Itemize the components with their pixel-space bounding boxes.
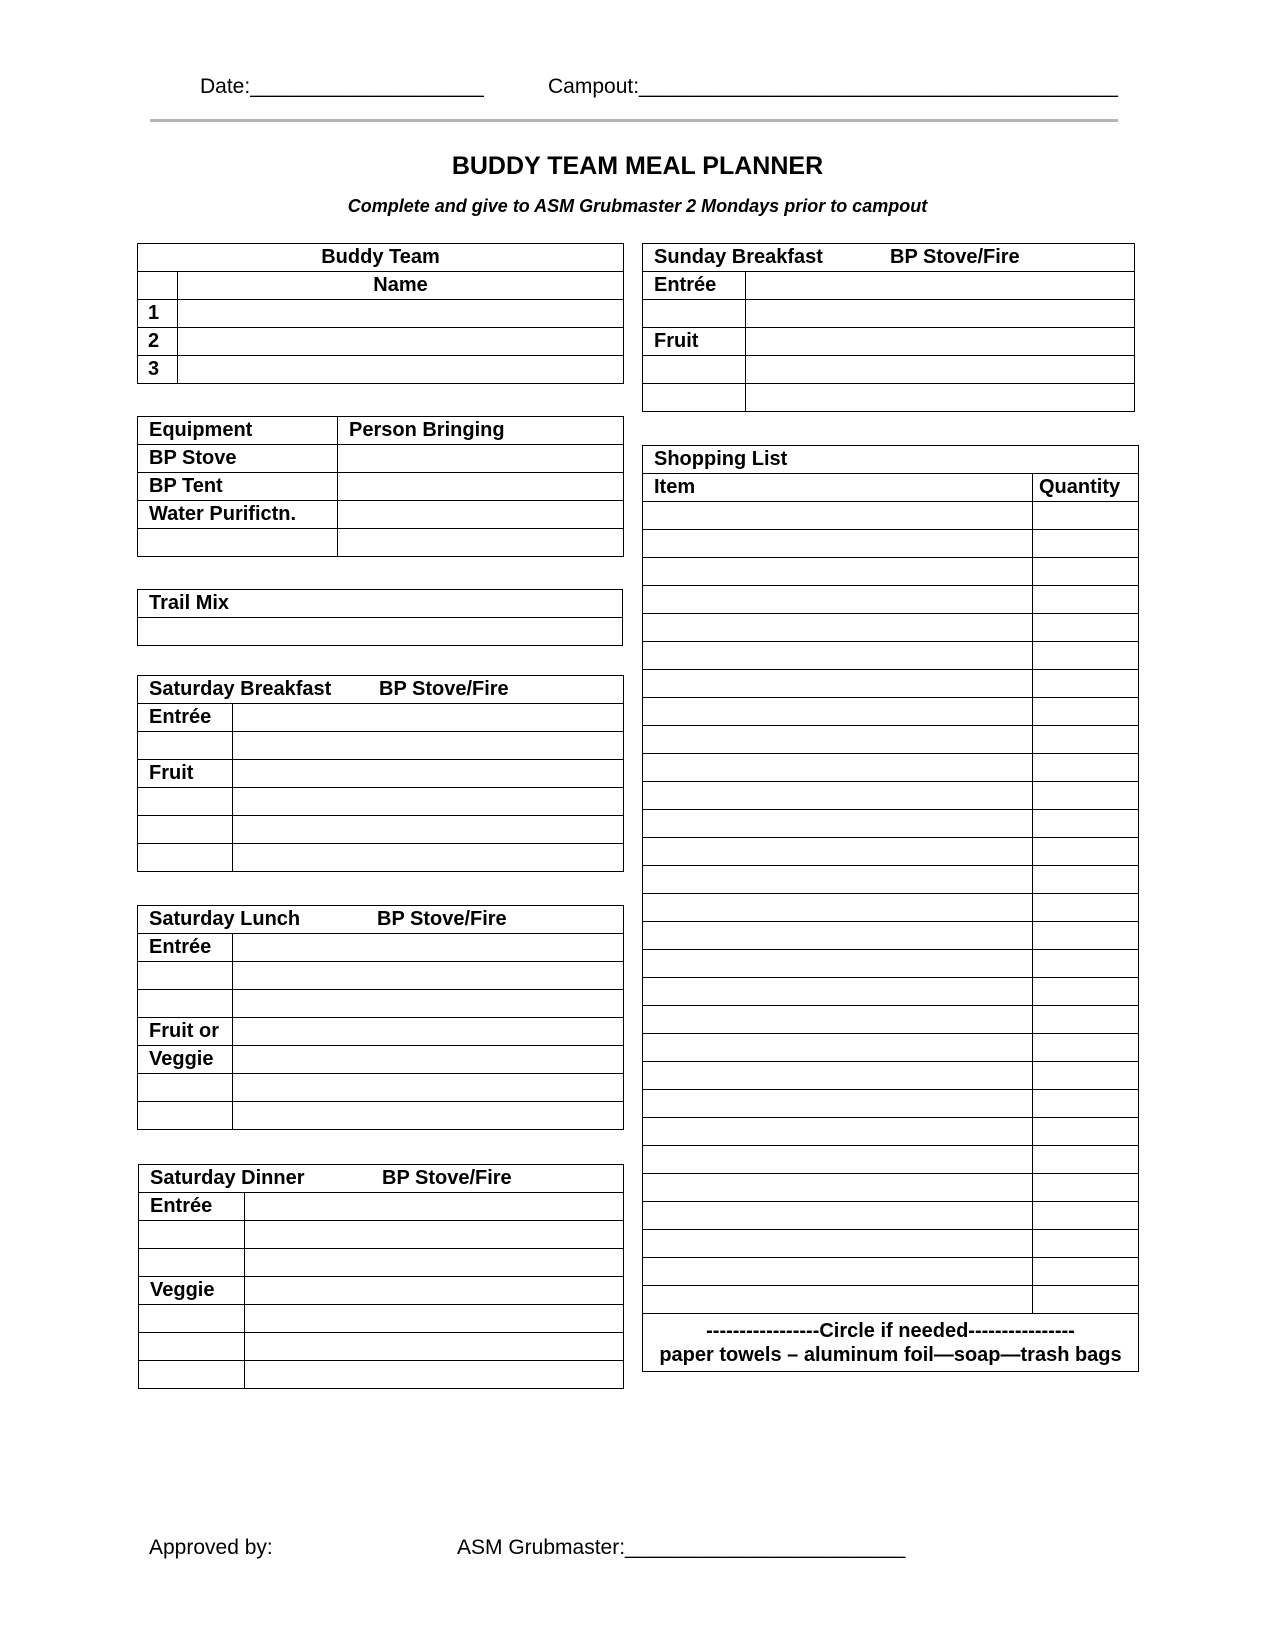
saturday-lunch-method: BP Stove/Fire	[377, 908, 507, 930]
shopping-item-cell[interactable]	[643, 530, 1033, 558]
shopping-quantity-cell[interactable]	[1033, 782, 1139, 810]
meal-cell[interactable]	[245, 1249, 624, 1277]
name-header: Name	[178, 272, 624, 300]
date-field[interactable]: Date:____________________	[200, 75, 484, 98]
shopping-item-cell[interactable]	[643, 1118, 1033, 1146]
table-row	[643, 754, 1139, 782]
saturday-dinner-title: Saturday Dinner	[150, 1167, 305, 1189]
shopping-quantity-cell[interactable]	[1033, 1230, 1139, 1258]
meal-cell[interactable]	[233, 1074, 624, 1102]
meal-cell[interactable]	[233, 1018, 624, 1046]
meal-cell[interactable]	[233, 732, 624, 760]
buddy-team-table	[137, 243, 624, 384]
table-row	[643, 1006, 1139, 1034]
shopping-item-cell[interactable]	[643, 978, 1033, 1006]
meal-cell[interactable]	[233, 844, 624, 872]
quantity-header: Quantity	[1033, 474, 1139, 502]
trail-mix-cell[interactable]	[138, 618, 623, 646]
meal-cell[interactable]	[233, 816, 624, 844]
table-row	[643, 866, 1139, 894]
table-cell	[138, 272, 178, 300]
equipment-item[interactable]	[138, 529, 338, 557]
meal-label	[138, 788, 233, 816]
shopping-item-cell[interactable]	[643, 614, 1033, 642]
meal-cell[interactable]	[746, 272, 1135, 300]
person-bringing-header: Person Bringing	[338, 417, 624, 445]
shopping-item-cell[interactable]	[643, 1006, 1033, 1034]
buddy-name-cell[interactable]	[178, 356, 624, 384]
saturday-lunch-title: Saturday Lunch	[149, 908, 301, 930]
equipment-item: BP Tent	[138, 473, 338, 501]
sunday-breakfast-method: BP Stove/Fire	[890, 246, 1020, 268]
table-row	[643, 978, 1139, 1006]
meal-label: Veggie	[139, 1277, 245, 1305]
shopping-item-cell[interactable]	[643, 1090, 1033, 1118]
shopping-item-cell[interactable]	[643, 838, 1033, 866]
buddy-name-cell[interactable]	[178, 328, 624, 356]
header-divider	[150, 119, 1118, 122]
shopping-item-cell[interactable]	[643, 810, 1033, 838]
table-row	[643, 1286, 1139, 1314]
person-cell[interactable]	[338, 473, 624, 501]
shopping-quantity-cell[interactable]	[1033, 642, 1139, 670]
meal-cell[interactable]	[233, 760, 624, 788]
equipment-item: BP Stove	[138, 445, 338, 473]
shopping-quantity-cell[interactable]	[1033, 978, 1139, 1006]
meal-cell[interactable]	[233, 1102, 624, 1130]
buddy-row-number: 3	[138, 356, 178, 384]
approved-by-label: Approved by:	[149, 1536, 273, 1559]
shopping-quantity-cell[interactable]	[1033, 922, 1139, 950]
meal-label: Fruit or	[138, 1018, 233, 1046]
table-row	[643, 726, 1139, 754]
meal-label	[139, 1249, 245, 1277]
meal-label	[138, 732, 233, 760]
extras-row	[643, 1314, 1139, 1372]
shopping-quantity-cell[interactable]	[1033, 1146, 1139, 1174]
meal-cell[interactable]	[233, 704, 624, 732]
meal-cell[interactable]	[245, 1333, 624, 1361]
meal-cell[interactable]	[233, 1046, 624, 1074]
shopping-list-table	[642, 445, 1139, 1372]
shopping-quantity-cell[interactable]	[1033, 586, 1139, 614]
campout-field[interactable]: Campout:_________________________________________	[548, 75, 1118, 98]
extras-cell	[643, 1314, 1139, 1372]
shopping-item-cell[interactable]	[643, 1230, 1033, 1258]
saturday-lunch-table	[137, 905, 624, 1130]
shopping-item-cell[interactable]	[643, 642, 1033, 670]
meal-label	[643, 300, 746, 328]
table-row	[643, 894, 1139, 922]
saturday-dinner-table	[138, 1164, 624, 1389]
shopping-quantity-cell[interactable]	[1033, 866, 1139, 894]
meal-cell[interactable]	[746, 300, 1135, 328]
grubmaster-signature-field[interactable]: ASM Grubmaster:________________________	[457, 1536, 906, 1559]
shopping-quantity-cell[interactable]	[1033, 1174, 1139, 1202]
table-row	[643, 558, 1139, 586]
person-cell[interactable]	[338, 501, 624, 529]
shopping-quantity-cell[interactable]	[1033, 726, 1139, 754]
shopping-quantity-cell[interactable]	[1033, 810, 1139, 838]
meal-cell[interactable]	[245, 1361, 624, 1389]
saturday-dinner-method: BP Stove/Fire	[382, 1167, 512, 1189]
saturday-breakfast-table	[137, 675, 624, 872]
shopping-item-cell[interactable]	[643, 754, 1033, 782]
shopping-quantity-cell[interactable]	[1033, 698, 1139, 726]
shopping-quantity-cell[interactable]	[1033, 754, 1139, 782]
meal-label	[138, 1102, 233, 1130]
table-row	[643, 586, 1139, 614]
table-row	[643, 1174, 1139, 1202]
meal-cell[interactable]	[233, 990, 624, 1018]
shopping-item-cell[interactable]	[643, 1174, 1033, 1202]
shopping-quantity-cell[interactable]	[1033, 1286, 1139, 1314]
meal-label	[643, 356, 746, 384]
page-title: BUDDY TEAM MEAL PLANNER	[451, 152, 824, 180]
shopping-item-cell[interactable]	[643, 950, 1033, 978]
shopping-item-cell[interactable]	[643, 1286, 1033, 1314]
shopping-item-cell[interactable]	[643, 558, 1033, 586]
meal-cell[interactable]	[245, 1277, 624, 1305]
buddy-team-title: Buddy Team	[138, 244, 624, 272]
shopping-item-cell[interactable]	[643, 1202, 1033, 1230]
table-row	[643, 922, 1139, 950]
meal-label: Fruit	[138, 760, 233, 788]
meal-label	[643, 384, 746, 412]
table-row	[643, 1034, 1139, 1062]
shopping-quantity-cell[interactable]	[1033, 1062, 1139, 1090]
meal-cell[interactable]	[245, 1193, 624, 1221]
table-row	[643, 614, 1139, 642]
shopping-quantity-cell[interactable]	[1033, 1006, 1139, 1034]
shopping-quantity-cell[interactable]	[1033, 1118, 1139, 1146]
shopping-item-cell[interactable]	[643, 698, 1033, 726]
meal-cell[interactable]	[245, 1221, 624, 1249]
table-row	[643, 950, 1139, 978]
shopping-quantity-cell[interactable]	[1033, 502, 1139, 530]
meal-label: Fruit	[643, 328, 746, 356]
table-row	[643, 782, 1139, 810]
meal-label	[138, 816, 233, 844]
meal-label	[139, 1333, 245, 1361]
shopping-item-cell[interactable]	[643, 586, 1033, 614]
table-row	[643, 530, 1139, 558]
meal-label	[138, 990, 233, 1018]
meal-label: Entrée	[138, 704, 233, 732]
buddy-row-number: 1	[138, 300, 178, 328]
shopping-item-cell[interactable]	[643, 726, 1033, 754]
meal-label	[138, 1074, 233, 1102]
shopping-list-title: Shopping List	[643, 446, 1139, 474]
meal-label	[139, 1221, 245, 1249]
table-row	[643, 1062, 1139, 1090]
table-row	[643, 642, 1139, 670]
sunday-breakfast-table	[642, 243, 1135, 412]
shopping-quantity-cell[interactable]	[1033, 558, 1139, 586]
saturday-breakfast-method: BP Stove/Fire	[379, 678, 509, 700]
shopping-quantity-cell[interactable]	[1033, 1034, 1139, 1062]
shopping-item-cell[interactable]	[643, 670, 1033, 698]
meal-cell[interactable]	[746, 384, 1135, 412]
sunday-breakfast-title: Sunday Breakfast	[654, 246, 823, 268]
meal-label	[138, 844, 233, 872]
shopping-quantity-cell[interactable]	[1033, 894, 1139, 922]
shopping-quantity-cell[interactable]	[1033, 530, 1139, 558]
meal-cell[interactable]	[233, 962, 624, 990]
meal-label: Veggie	[138, 1046, 233, 1074]
table-row	[643, 1118, 1139, 1146]
meal-cell[interactable]	[746, 356, 1135, 384]
buddy-row-number: 2	[138, 328, 178, 356]
trail-mix-table	[137, 589, 623, 646]
shopping-item-cell[interactable]	[643, 1034, 1033, 1062]
shopping-item-cell[interactable]	[643, 866, 1033, 894]
page-subtitle: Complete and give to ASM Grubmaster 2 Mondays prior to campout	[347, 196, 928, 216]
meal-cell[interactable]	[245, 1305, 624, 1333]
meal-label: Entrée	[643, 272, 746, 300]
meal-label: Entrée	[138, 934, 233, 962]
item-header: Item	[643, 474, 1033, 502]
equipment-table	[137, 416, 624, 557]
trail-mix-title: Trail Mix	[138, 590, 623, 618]
shopping-item-cell[interactable]	[643, 922, 1033, 950]
table-row	[643, 1230, 1139, 1258]
table-row	[643, 838, 1139, 866]
meal-cell[interactable]	[233, 788, 624, 816]
meal-cell[interactable]	[746, 328, 1135, 356]
table-row	[643, 670, 1139, 698]
shopping-quantity-cell[interactable]	[1033, 670, 1139, 698]
person-cell[interactable]	[338, 529, 624, 557]
table-row	[643, 1090, 1139, 1118]
shopping-item-cell[interactable]	[643, 894, 1033, 922]
table-row	[643, 1146, 1139, 1174]
meal-label	[139, 1361, 245, 1389]
shopping-item-cell[interactable]	[643, 502, 1033, 530]
table-row	[643, 502, 1139, 530]
meal-label: Entrée	[139, 1193, 245, 1221]
meal-label	[139, 1305, 245, 1333]
table-row	[643, 810, 1139, 838]
meal-cell[interactable]	[233, 934, 624, 962]
table-row	[643, 1202, 1139, 1230]
circle-if-needed-label: -----------------Circle if needed----------------	[706, 1319, 1075, 1342]
equipment-item: Water Purifictn.	[138, 501, 338, 529]
equipment-header: Equipment	[138, 417, 338, 445]
meal-label	[138, 962, 233, 990]
shopping-item-cell[interactable]	[643, 782, 1033, 810]
shopping-quantity-cell[interactable]	[1033, 1202, 1139, 1230]
shopping-item-cell[interactable]	[643, 1146, 1033, 1174]
shopping-quantity-cell[interactable]	[1033, 1258, 1139, 1286]
shopping-item-cell[interactable]	[643, 1258, 1033, 1286]
person-cell[interactable]	[338, 445, 624, 473]
saturday-breakfast-title: Saturday Breakfast	[149, 678, 332, 700]
shopping-quantity-cell[interactable]	[1033, 1090, 1139, 1118]
table-row	[643, 698, 1139, 726]
shopping-quantity-cell[interactable]	[1033, 838, 1139, 866]
shopping-item-cell[interactable]	[643, 1062, 1033, 1090]
table-row	[643, 1258, 1139, 1286]
extras-options[interactable]: paper towels – aluminum foil—soap—trash bags	[659, 1343, 1122, 1366]
shopping-quantity-cell[interactable]	[1033, 950, 1139, 978]
buddy-name-cell[interactable]	[178, 300, 624, 328]
shopping-quantity-cell[interactable]	[1033, 614, 1139, 642]
